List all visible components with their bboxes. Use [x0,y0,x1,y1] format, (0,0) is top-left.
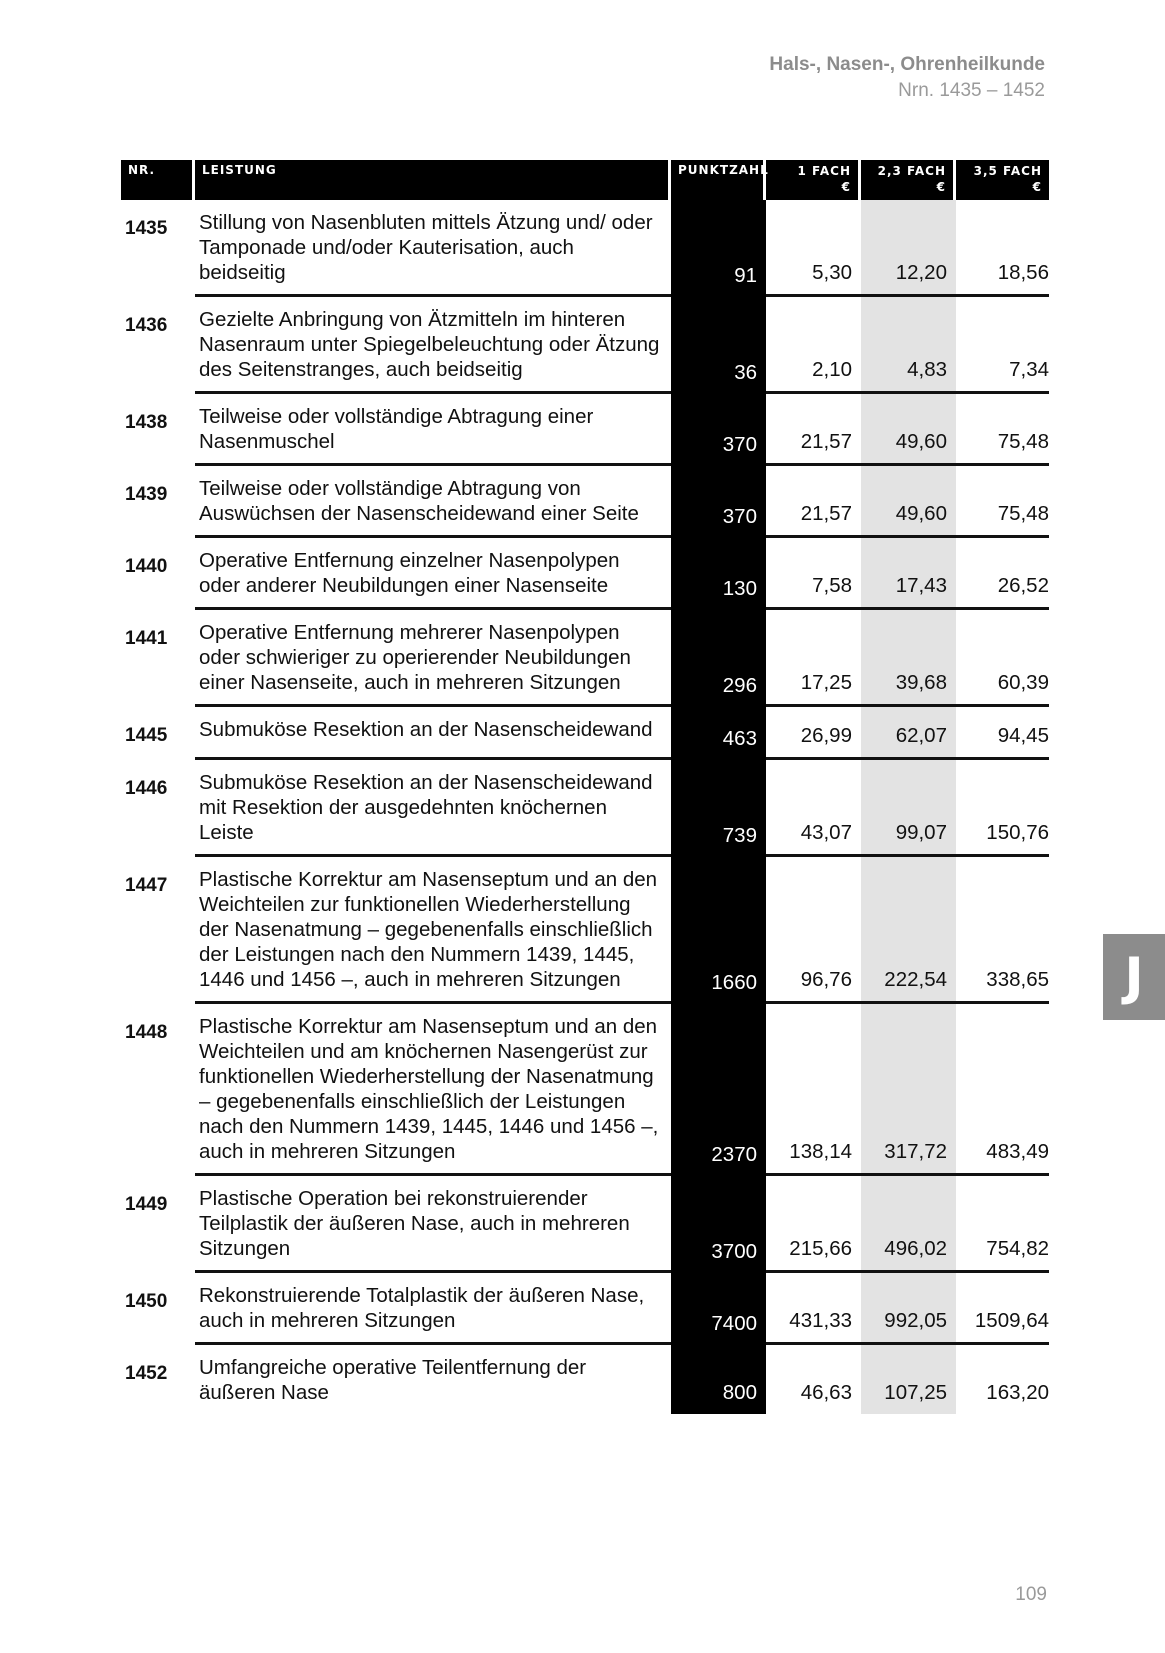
row-number: 1447 [125,875,168,896]
row-description: Operative Entfernung mehrerer Nasenpolypen oder schwieriger zu operierender Neubildungen einer Nasenseite, auch in mehreren Sitzungen [195,610,671,707]
row-fee-1fach: 96,76 [766,857,861,1004]
row-fee-35fach: 7,34 [956,297,1049,394]
row-number: 1445 [125,725,168,746]
row-punktzahl: 36 [671,297,766,394]
row-description: Gezielte Anbringung von Ätzmitteln im hinteren Nasenraum unter Spiegelbeleuchtung oder Ätzung des Seitenstranges, auch beidseitig [195,297,671,394]
table-row [121,610,1049,707]
row-fee-1fach: 46,63 [800,1381,852,1404]
row-description: Rekonstruierende Totalplastik der äußeren Nase, auch in mehreren Sitzungen [195,1273,671,1345]
row-number: 1436 [125,315,168,336]
row-punktzahl: 2370 [671,1004,766,1176]
row-punktzahl: 739 [671,760,766,857]
table-row [121,1176,1049,1273]
row-punktzahl: 370 [671,394,766,466]
table-row [121,297,1049,394]
row-number: 1446 [125,778,168,799]
row-punktzahl: 91 [671,200,766,297]
row-fee-35fach: 1509,64 [956,1273,1049,1345]
column-header-1fach [766,160,861,200]
row-fee-1fach: 17,25 [766,610,861,707]
row-number: 1438 [125,412,168,433]
row-fee-23fach: 496,02 [861,1176,956,1273]
table-row [121,1273,1049,1345]
row-fee-35fach: 754,82 [956,1176,1049,1273]
row-punktzahl: 130 [671,538,766,610]
table-row [121,200,1049,297]
row-number: 1441 [125,628,168,649]
row-punktzahl: 1660 [671,857,766,1004]
row-fee-1fach: 215,66 [766,1176,861,1273]
number-range: Nrn. 1435 – 1452 [898,80,1045,101]
table-row [121,760,1049,857]
row-fee-1fach: 5,30 [766,200,861,297]
currency-label: € [936,180,946,194]
row-description: Submuköse Resektion an der Nasenscheidewand [195,707,671,760]
row-punktzahl: 463 [671,707,766,760]
table-row [121,538,1049,610]
row-fee-23fach: 99,07 [861,760,956,857]
row-fee-23fach: 992,05 [861,1273,956,1345]
table-header-row [121,160,1049,200]
column-header-nr: NR. [121,160,195,200]
row-fee-35fach: 163,20 [986,1381,1049,1404]
row-number: 1448 [125,1022,168,1043]
row-fee-1fach: 7,58 [766,538,861,610]
row-fee-1fach: 21,57 [766,466,861,538]
row-description: Teilweise oder vollständige Abtragung einer Nasenmuschel [195,394,671,466]
row-description: Teilweise oder vollständige Abtragung von Auswüchsen der Nasenscheidewand einer Seite [195,466,671,538]
row-punktzahl: 3700 [671,1176,766,1273]
row-fee-35fach: 60,39 [956,610,1049,707]
column-header-35fach [956,160,1049,200]
row-description: Plastische Korrektur am Nasenseptum und an den Weichteilen und am knöchernen Nasengerüst zur funktionellen Wiederherstellung der Nasenatmung – gegebenenfalls einschließlich der Leistungen nach den Nummern 1439, 1445, 1446 und 1456 –, auch in mehreren Sitzungen [195,1004,671,1176]
row-number: 1452 [125,1363,168,1384]
row-punktzahl: 296 [671,610,766,707]
row-fee-23fach: 49,60 [861,394,956,466]
row-fee-35fach: 338,65 [956,857,1049,1004]
row-fee-23fach: 12,20 [861,200,956,297]
row-number: 1435 [125,218,168,239]
row-fee-1fach: 43,07 [766,760,861,857]
running-header [769,52,1045,104]
row-description: Submuköse Resektion an der Nasenscheidewand mit Resektion der ausgedehnten knöchernen Leiste [195,760,671,857]
table-row [121,394,1049,466]
chapter-thumb-tab: J [1103,934,1165,1020]
row-fee-35fach: 94,45 [956,707,1049,760]
row-fee-23fach: 222,54 [861,857,956,1004]
row-fee-1fach: 2,10 [766,297,861,394]
row-fee-1fach: 21,57 [766,394,861,466]
table-row [121,1345,1049,1414]
chapter-title: Hals-, Nasen-, Ohrenheilkunde [769,54,1045,75]
row-fee-1fach: 431,33 [766,1273,861,1345]
row-description: Stillung von Nasenbluten mittels Ätzung und/ oder Tamponade und/oder Kauterisation, auch beidseitig [195,200,671,297]
row-description: Operative Entfernung einzelner Nasenpolypen oder anderer Neubildungen einer Nasenseite [195,538,671,610]
row-description: Umfangreiche operative Teilentfernung der äußeren Nase [199,1356,587,1404]
column-header-punktzahl: PUNKTZAHL [671,160,766,200]
table-row [121,707,1049,760]
row-fee-23fach: 62,07 [861,707,956,760]
table-row [121,1004,1049,1176]
row-punktzahl: 370 [671,466,766,538]
row-punktzahl: 800 [671,1345,766,1414]
row-punktzahl: 7400 [671,1273,766,1345]
row-number: 1449 [125,1194,168,1215]
currency-label: € [841,180,851,194]
row-fee-23fach: 39,68 [861,610,956,707]
row-fee-35fach: 26,52 [956,538,1049,610]
column-header-label: 2,3 FACH [877,164,946,178]
row-fee-35fach: 150,76 [956,760,1049,857]
row-fee-23fach: 107,25 [861,1345,956,1414]
row-fee-23fach: 317,72 [861,1004,956,1176]
column-header-23fach [861,160,956,200]
row-fee-35fach: 75,48 [956,466,1049,538]
row-fee-1fach: 138,14 [766,1004,861,1176]
column-header-label: 3,5 FACH [973,164,1042,178]
row-fee-1fach: 26,99 [766,707,861,760]
row-number: 1439 [125,484,168,505]
fee-table [121,160,1049,1414]
row-fee-35fach: 483,49 [956,1004,1049,1176]
row-fee-35fach: 75,48 [956,394,1049,466]
table-row [121,466,1049,538]
row-number: 1450 [125,1291,168,1312]
column-header-leistung: LEISTUNG [195,160,671,200]
row-fee-23fach: 49,60 [861,466,956,538]
page-number: 109 [1015,1584,1047,1605]
row-fee-35fach: 18,56 [956,200,1049,297]
column-header-label: 1 FACH [797,164,851,178]
row-fee-23fach: 4,83 [861,297,956,394]
table-row [121,857,1049,1004]
row-number: 1440 [125,556,168,577]
row-description: Plastische Korrektur am Nasenseptum und an den Weichteilen zur funktionellen Wiederherstellung der Nasenatmung – gegebenenfalls einschließlich der Leistungen nach den Nummern 1439, 1445, 1446 und 1456 –, auch in mehreren Sitzungen [195,857,671,1004]
row-fee-23fach: 17,43 [861,538,956,610]
currency-label: € [1032,180,1042,194]
row-description: Plastische Operation bei rekonstruierender Teilplastik der äußeren Nase, auch in mehreren Sitzungen [195,1176,671,1273]
